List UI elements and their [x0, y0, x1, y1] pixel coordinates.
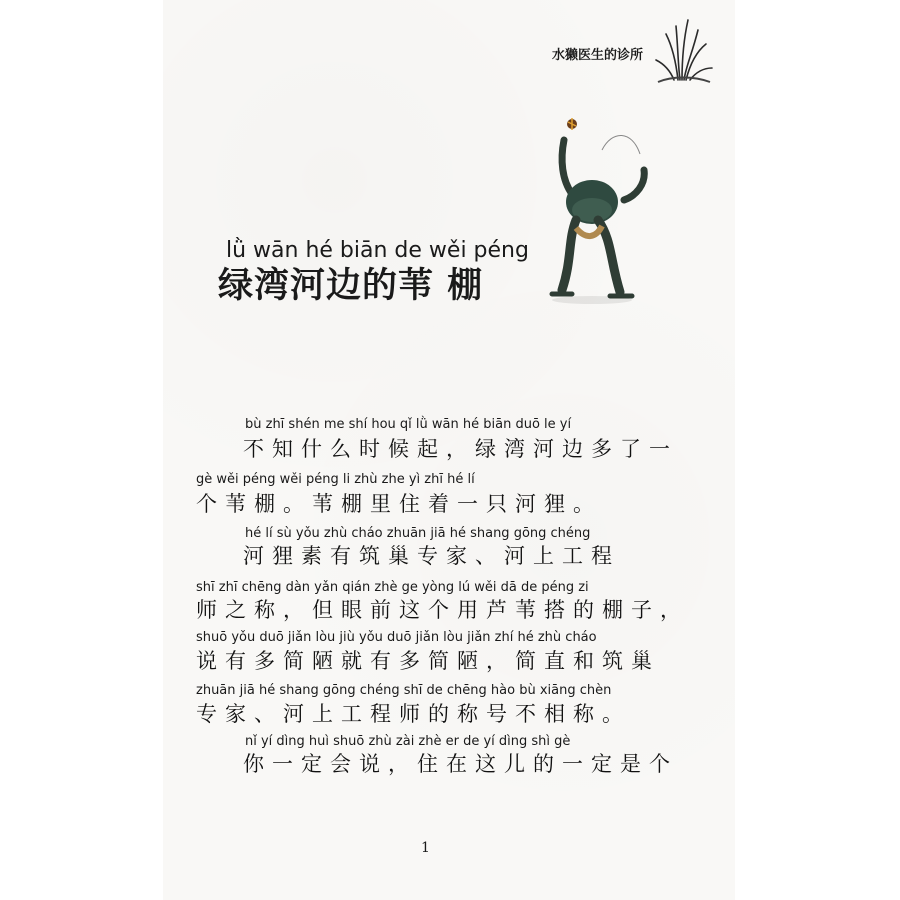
hanzi-line: 河狸素有筑巢专家、河上工程	[243, 544, 620, 568]
frog-illustration	[532, 110, 662, 310]
pinyin-line: zhuān jiā hé shang gōng chéng shī de chēng hào bù xiāng chèn	[196, 683, 612, 698]
pinyin-line: bù zhī shén me shí hou qǐ lǜ wān hé biān duō le yí	[245, 417, 572, 432]
page-number: 1	[421, 840, 430, 856]
title-pinyin: lǜ wān hé biān de wěi péng	[226, 238, 529, 263]
hanzi-line: 你一定会说，住在这儿的一定是个	[243, 752, 678, 776]
hanzi-line: 专家、河上工程师的称号不相称。	[196, 702, 631, 726]
pinyin-line: shuō yǒu duō jiǎn lòu jiù yǒu duō jiǎn lòu jiǎn zhí hé zhù cháo	[196, 630, 597, 645]
running-header: 水獭医生的诊所	[552, 48, 644, 63]
hanzi-line: 不知什么时候起，绿湾河边多了一	[243, 437, 678, 461]
hanzi-line: 个苇棚。苇棚里住着一只河狸。	[196, 492, 602, 516]
chapter-title: 绿湾河边的苇 棚	[218, 266, 484, 306]
pinyin-line: shī zhī chēng dàn yǎn qián zhè ge yòng lú wěi dā de péng zi	[196, 580, 589, 595]
hanzi-line: 说有多简陋就有多简陋，简直和筑巢	[196, 649, 660, 673]
reeds-illustration	[652, 18, 714, 84]
pinyin-line: gè wěi péng wěi péng li zhù zhe yì zhī hé lí	[196, 472, 475, 487]
hanzi-line: 师之称，但眼前这个用芦苇搭的棚子，	[196, 598, 689, 622]
pinyin-line: nǐ yí dìng huì shuō zhù zài zhè er de yí dìng shì gè	[245, 734, 571, 749]
pinyin-line: hé lí sù yǒu zhù cháo zhuān jiā hé shang gōng chéng	[245, 526, 591, 541]
